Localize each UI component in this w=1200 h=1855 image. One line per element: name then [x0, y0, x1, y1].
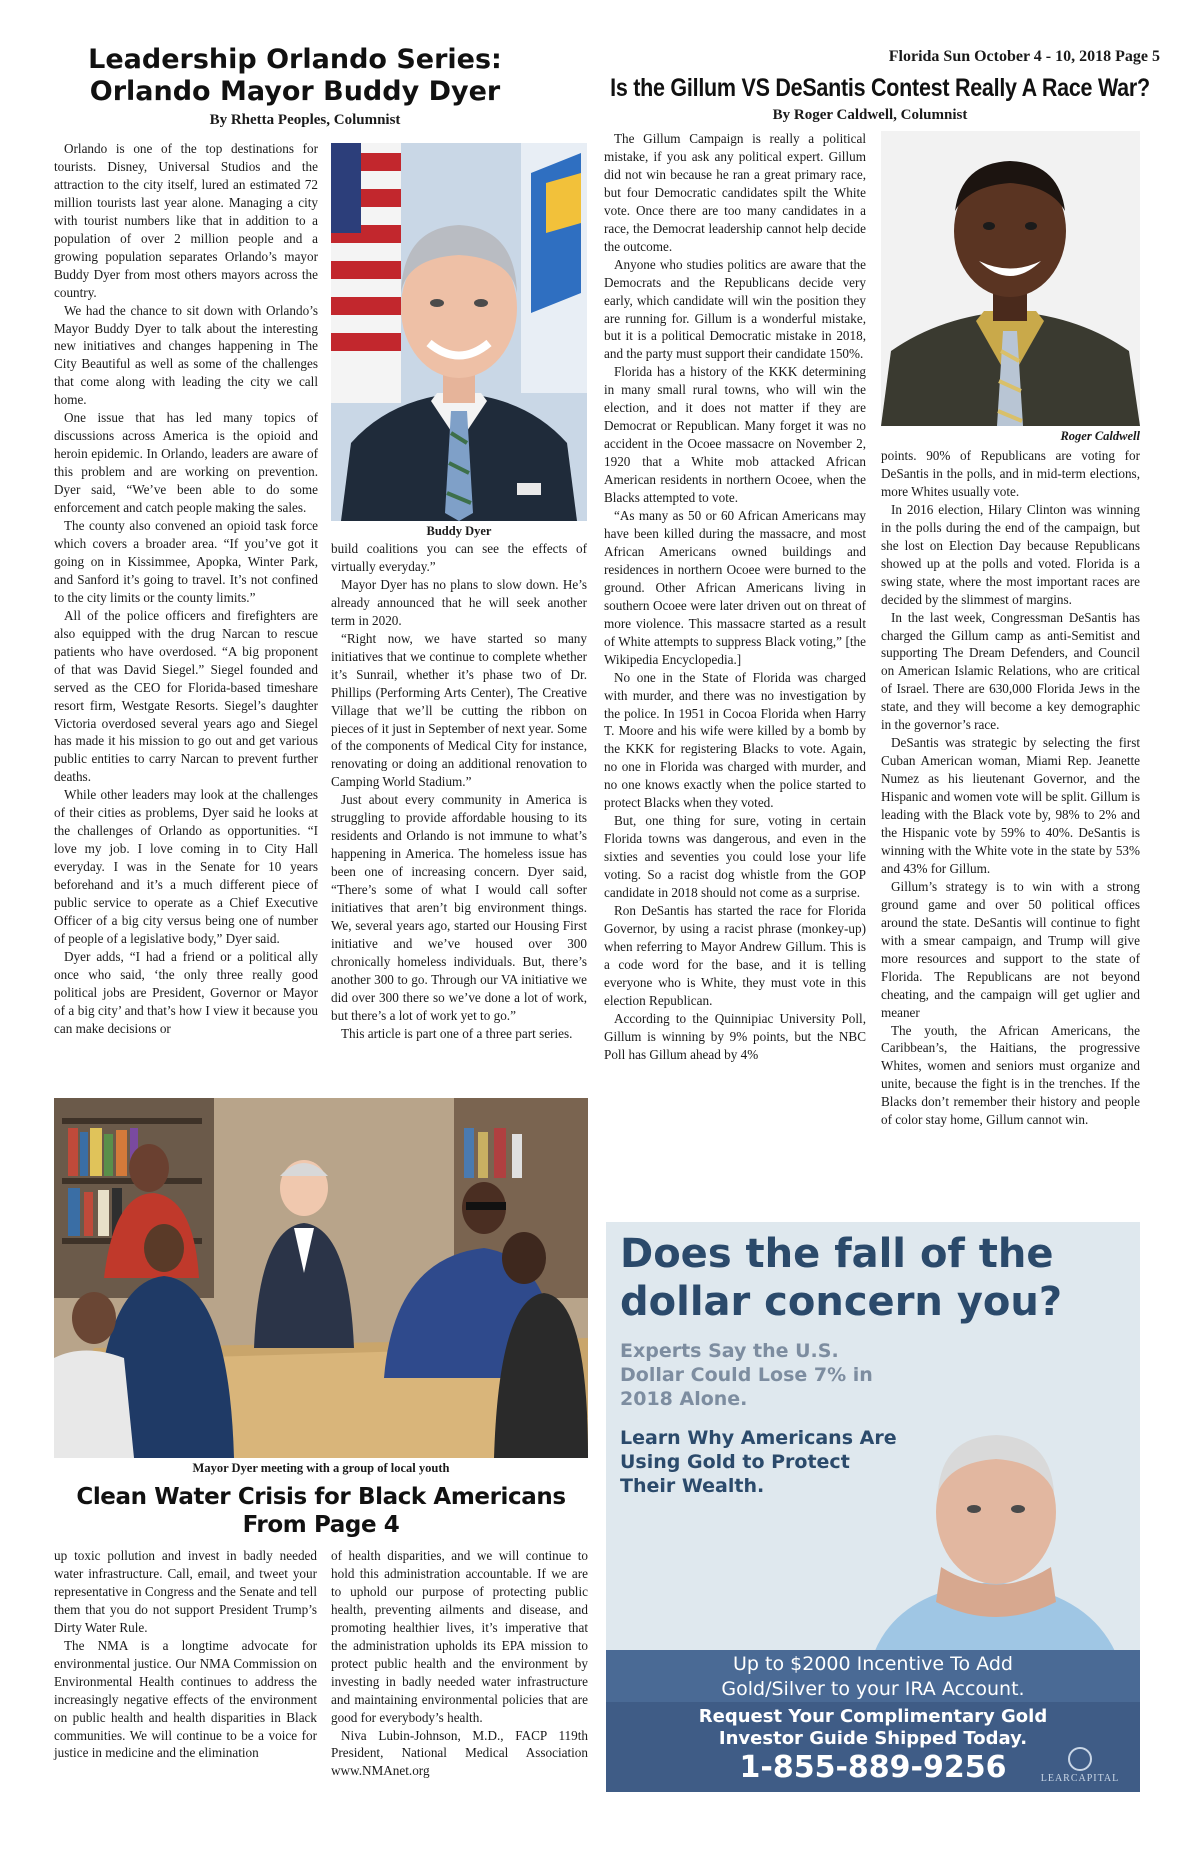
buddy-dyer-photo — [331, 143, 587, 521]
ad-brand — [1030, 1747, 1130, 1784]
paragraph: The NMA is a longtime advocate for environmental justice. Our NMA Commission on Environmental Health continues to address the increasingly negative effects of the environment on public health and health disparities in Black communities. We will continue to be a voice for justice in medicine and the elimination — [54, 1637, 317, 1761]
paragraph: No one in the State of Florida was charged with murder, and there was no investigation by the police. In 1951 in Cocoa Florida when Harry T. Moore and his wife were killed by a bomb by the KKK for registering Blacks to vote. Again, no one in Florida was charged with murder, and no one knows exactly when the police started to protect Blacks when they voted. — [604, 669, 866, 811]
paragraph: The Gillum Campaign is really a political mistake, if you ask any political expert. Gillum did not win because he ran a great primary race, but four Democratic candidates spilt the White vote. Once there are too many candidates in a race, the Democrat leadership cannot help decide the outcome. — [604, 131, 866, 254]
city-flag-icon — [521, 143, 587, 393]
roger-caldwell-caption: Roger Caldwell — [1060, 429, 1140, 443]
paragraph: Florida has a history of the KKK determining in many small rural towns, who will win the election, and it does not matter if they are Democrat or Republican. Many forget it was no accident in the Ocoee massacre on November 2, 1920 that a White mob attacked African American residents in northern Ocoee, when the Blacks attempted to vote. — [604, 364, 866, 506]
gold-advertisement[interactable] — [606, 1222, 1140, 1792]
paragraph: points. 90% of Republicans are voting for DeSantis in the polls, and in mid-term elections, more Whites usually vote. — [881, 448, 1140, 499]
paragraph: But, one thing for sure, voting in certain Florida towns was dangerous, and even in the sixties and seventies you could lose your life voting. So a racist dog whistle from the GOP candidate in 2018 should not come as a surprise. — [604, 813, 866, 901]
article3-col1 — [54, 1547, 317, 1847]
paragraph: We had the chance to sit down with Orlando’s Mayor Buddy Dyer to talk about the interesting new initiatives and changes happening in The City Beautiful as well as some of the challenges that come along with leading the city we call home. — [54, 302, 318, 408]
paragraph: “Right now, we have started so many initiatives that we continue to complete whether it’s Sunrail, whether it’s phase two of Dr. Phillips (Performing Arts Center), The Creative Village that we’ll be cutting the ribbon on pieces of it just in September of next year. Some of the components of Medical City for instance, renovating or doing an additional renovation to Camping World Stadium.” — [331, 630, 587, 790]
article1-title-line2: Orlando Mayor Buddy Dyer — [89, 76, 501, 108]
article3-title-line1: Clean Water Crisis for Black Americans — [76, 1484, 566, 1510]
paragraph: All of the police officers and firefighters are also equipped with the drug Narcan to rescue patients who have overdosed. “A big proponent of that was David Siegel.” Siegel founded and served as the CEO for Florida-based timeshare resort firm, Westgate Resorts. Siegel’s daughter Victoria overdosed several years ago and Siegel has made it his mission to go out and get various public entities to carry Narcan to prevent further deaths. — [54, 607, 318, 785]
paragraph: One issue that has led many topics of discussions across America is the opioid and heroin epidemic. In Orlando, leaders are aware of this problem and are working on prevention. Dyer said, “We’ve been able to do some enforcement and catch people making the sales. — [54, 410, 318, 516]
paragraph: Niva Lubin-Johnson, M.D., FACP 119th President, National Medical Association www.NMAnet.org — [331, 1727, 588, 1779]
paragraph: Ron DeSantis has started the race for Florida Governor, by using a racist phrase (monkey-up) when referring to Mayor Andrew Gillum. This is a code word for the base, and it is telling everyone who is White, they must vote in this election Republican. — [604, 902, 866, 1008]
paragraph: Mayor Dyer has no plans to slow down. He’s already announced that he will seek another term in 2020. — [331, 576, 587, 628]
paragraph: “As many as 50 or 60 African Americans may have been killed during the massacre, and most African Americans owned buildings and residences in northern Ocoee were burned to the ground. Other African Americans living in southern Ocoee were later driven out on threat of more violence. This massacre started as a result of White attempts to suppress Black voting,” [the Wikipedia Encyclopedia.] — [604, 508, 866, 667]
paragraph: The county also convened an opioid task force which covers a broader area. “If you’ve got it going on in Kissimmee, Apopka, Winter Park, and Sanford it’s going to travel. It’s not confined to the city limits or the county limits.” — [54, 518, 318, 605]
ad-subhead-2-line2: Using Gold to Protect — [620, 1450, 850, 1473]
group-photo-caption: Mayor Dyer meeting with a group of local youth — [192, 1461, 450, 1475]
ad-subhead-1-line2: Dollar Could Lose 7% in — [620, 1363, 873, 1386]
ad-subhead-2-line3: Their Wealth. — [620, 1474, 765, 1497]
article3-col2 — [331, 1547, 588, 1847]
ad-cta-line2: Investor Guide Shipped Today. — [718, 1727, 1028, 1749]
ad-subhead-2 — [620, 1427, 940, 1498]
masthead: Florida Sun October 4 - 10, 2018 Page 5 — [888, 48, 1160, 65]
ad-subhead-1 — [620, 1340, 940, 1411]
paragraph: build coalitions you can see the effects of virtually everyday.” — [331, 541, 587, 574]
ad-headline-line1: Does the fall of the — [620, 1231, 1054, 1277]
group-illustration — [54, 1098, 588, 1458]
article2-col2 — [881, 447, 1140, 1225]
ad-brand-name: LEARCAPITAL — [1040, 1773, 1120, 1784]
ad-incentive-line2: Gold/Silver to your IRA Account. — [721, 1677, 1025, 1700]
paragraph: In the last week, Congressman DeSantis has charged the Gillum camp as anti-Semitist and supporting The Dream Defenders, and Council on American Islamic Relations, who are critical of Israel. There are 630,000 Florida Jews in the state, and they will become a key demographic in the governor’s race. — [881, 609, 1140, 733]
paragraph: According to the Quinnipiac University Poll, Gillum is winning by 9% points, but the NBC Poll has Gillum ahead by 4% — [604, 1010, 866, 1062]
article2-col1 — [604, 130, 866, 1225]
ad-subhead-2-line1: Learn Why Americans Are — [620, 1427, 897, 1449]
roger-caldwell-photo — [881, 131, 1140, 426]
article1-col1 — [54, 140, 318, 1095]
ad-subhead-1-line1: Experts Say the U.S. — [620, 1340, 839, 1362]
buddy-dyer-caption: Buddy Dyer — [426, 524, 492, 538]
paragraph: Anyone who studies politics are aware that the Democrats and the Republicans decide very early, which candidate will win the position they are running for. Gillum is a wonderful mistake, but it is a political Democratic mistake in 2018, and the party must support their candidate 150%. — [604, 256, 866, 362]
paragraph: of health disparities, and we will continue to hold this administration accountable. If we are to uphold our purpose of protecting public health, preventing ailments and disease, and promoting healthier lives, it’s imperative that the administration upholds its EPA mission to protect public health and the environment by investing in badly needed water infrastructure and maintaining environmental policies that are good for everybody’s health. — [331, 1548, 588, 1725]
group-photo — [54, 1098, 588, 1458]
portrait-illustration — [331, 143, 587, 521]
ad-incentive-band — [606, 1650, 1140, 1702]
ad-cta-band[interactable] — [606, 1702, 1140, 1792]
paragraph: up toxic pollution and invest in badly needed water infrastructure. Call, email, and tweet your representative in Congress and the Senate and tell them that you do not support President Trump’s Dirty Water Rule. — [54, 1548, 317, 1635]
article1-title-line1: Leadership Orlando Series: — [88, 44, 502, 75]
flag-icon — [331, 143, 401, 403]
ad-headline — [620, 1230, 1130, 1326]
lear-capital-logo-icon — [1068, 1747, 1092, 1771]
article2-title: Is the Gillum VS DeSantis Contest Really A Race War? — [610, 74, 1150, 102]
ad-incentive-line1: Up to $2000 Incentive To Add — [733, 1653, 1013, 1675]
portrait-illustration — [881, 131, 1140, 426]
paragraph: Orlando is one of the top destinations for tourists. Disney, Universal Studios and the attraction to the city itself, lured an estimated 72 million tourists last year alone. Managing a city with tourist numbers like that in addition to a population of over 2 million people and a growing population separates Orlando’s mayor Buddy Dyer from most others mayors across the country. — [54, 141, 318, 300]
article2-byline: By Roger Caldwell, Columnist — [772, 107, 968, 123]
article1-title — [50, 44, 540, 109]
paragraph: Gillum’s strategy is to win with a strong ground game and over 50 political offices around the state. DeSantis will continue to fight with a smear campaign, and Trump will give more resources and support to the state of Florida. The Republicans are not beyond cheating, and the campaign will get uglier and meaner — [881, 878, 1140, 1020]
article3-title — [54, 1483, 588, 1539]
paragraph: While other leaders may look at the challenges of their cities as problems, Dyer said he looks at the challenges of Orlando as opportunities. “I love my job. I love coming in to City Hall everyday. I was in the Senate for 10 years beforehand and it’s a much different piece of public service to operate as a Chief Executive Officer of a big city versus being one of number of people of a legislative body,” Dyer said. — [54, 787, 318, 946]
paragraph: This article is part one of a three part series. — [341, 1025, 573, 1041]
article1-byline: By Rhetta Peoples, Columnist — [209, 112, 401, 128]
ad-subhead-1-line3: 2018 Alone. — [620, 1387, 748, 1410]
ad-headline-line2: dollar concern you? — [620, 1279, 1063, 1325]
paragraph: Dyer adds, “I had a friend or a political ally once who said, ‘the only three really good political jobs are President, Governor or Mayor of a big city’ and that’s how I view it because you can make decisions or — [54, 948, 318, 1036]
paragraph: Just about every community in America is struggling to provide affordable housing to its residents and Orlando is not immune to what’s happening in America. The homeless issue has been one of increasing concern. Dyer said, “There’s some of what I would call softer initiatives that aren’t big environment things. We, several years ago, started our Housing First initiative and we’ve housed over 300 chronically homeless individuals. But, there’s another 300 to go. Through our VA initiative we did over 300 there so we’ve done a lot of work, but there’s a lot of work yet to go.” — [331, 792, 587, 1023]
paragraph: DeSantis was strategic by selecting the first Cuban American woman, Miami Rep. Jeanette Numez as his lieutenant Governor, and the Hispanic and women vote will be split. Gillum is leading with the Black vote by, 98% to 2% and the Hispanic vote by 59% to 40%. DeSantis is winning with the White vote in the state by 53% and 43% for Gillum. — [881, 735, 1140, 876]
paragraph: The youth, the African Americans, the Caribbean’s, the Haitians, the progressive Whites, women and seniors must organize and unite, because the fight is in the trenches. If the Blacks don’t remember their history and people of color stay home, Gillum cannot win. — [881, 1022, 1140, 1128]
article3-title-line2: From Page 4 — [242, 1512, 400, 1539]
article1-col2 — [331, 540, 587, 1095]
ad-phone-number[interactable]: 1-855-889-9256 — [739, 1750, 1007, 1786]
ad-cta-line1: Request Your Complimentary Gold — [698, 1706, 1048, 1727]
paragraph: In 2016 election, Hilary Clinton was winning in the polls during the end of the campaign, but she lost on Election Day because Republicans showed up at the polls and voted. Florida is a swing state, where the most important races are decided by the slimmest of margins. — [881, 501, 1140, 607]
